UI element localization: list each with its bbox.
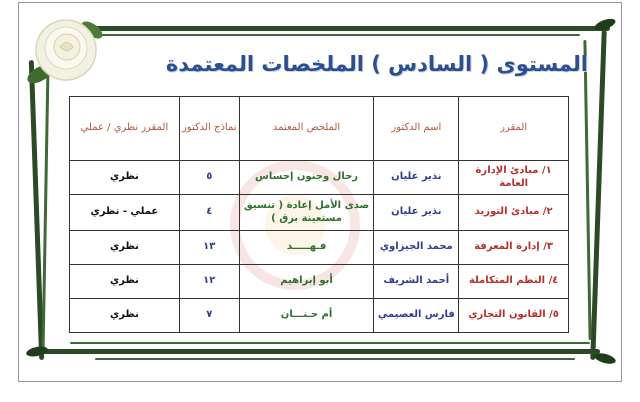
summary-cell: صدى الأمل إعادة ( تنسيق مستعينة برق ) (239, 195, 374, 231)
models-cell: ٧ (179, 299, 239, 333)
type-cell: نظري (70, 299, 180, 333)
course-cell: ٢/ مبادئ التوريد (459, 195, 569, 231)
doctor-cell: محمد الجيزاوي (374, 231, 459, 265)
top-stem (55, 26, 610, 31)
course-cell: ٤/ النظم المتكاملة (459, 265, 569, 299)
white-rose-icon (22, 10, 108, 92)
table-row (70, 231, 569, 265)
table-row (70, 161, 569, 195)
course-cell: ٣/ إدارة المعرفة (459, 231, 569, 265)
course-cell: ١/ مبادئ الإدارة العامة (459, 161, 569, 195)
summaries-table (69, 96, 569, 333)
doctor-cell: نذير عليان (374, 195, 459, 231)
doctor-cell: فارس العصيمي (374, 299, 459, 333)
summary-cell: فـهـــــد (239, 231, 374, 265)
header-course: المقرر (459, 97, 569, 161)
course-cell: ٥/ القانون التجاري (459, 299, 569, 333)
type-cell: نظري (70, 265, 180, 299)
top-stem-thin (80, 34, 580, 36)
table-row (70, 195, 569, 231)
doctor-cell: أحمد الشريف (374, 265, 459, 299)
header-models: نماذج الدكتور (179, 97, 239, 161)
type-cell: نظري (70, 231, 180, 265)
type-cell: عملي - نظري (70, 195, 180, 231)
type-cell: نظري (70, 161, 180, 195)
models-cell: ١٢ (179, 265, 239, 299)
bottom-stem-thin (70, 342, 590, 344)
summary-cell: أم حـنـــان (239, 299, 374, 333)
models-cell: ٥ (179, 161, 239, 195)
models-cell: ٤ (179, 195, 239, 231)
table-row (70, 265, 569, 299)
header-type: المقرر نظري / عملي (70, 97, 180, 161)
bottom-stem (40, 349, 600, 354)
header-doctor: اسم الدكتور (374, 97, 459, 161)
table-row (70, 299, 569, 333)
summary-cell: أبو إبراهيم (239, 265, 374, 299)
doctor-cell: نذير عليان (374, 161, 459, 195)
page-title: المستوى ( السادس ) الملخصات المعتمدة (165, 52, 588, 76)
table-header-row (70, 97, 569, 161)
summary-cell: رحال وجنون إحساس (239, 161, 374, 195)
header-summary: الملخص المعتمد (239, 97, 374, 161)
models-cell: ١٣ (179, 231, 239, 265)
bottom-stem-thin-lower (95, 358, 575, 360)
